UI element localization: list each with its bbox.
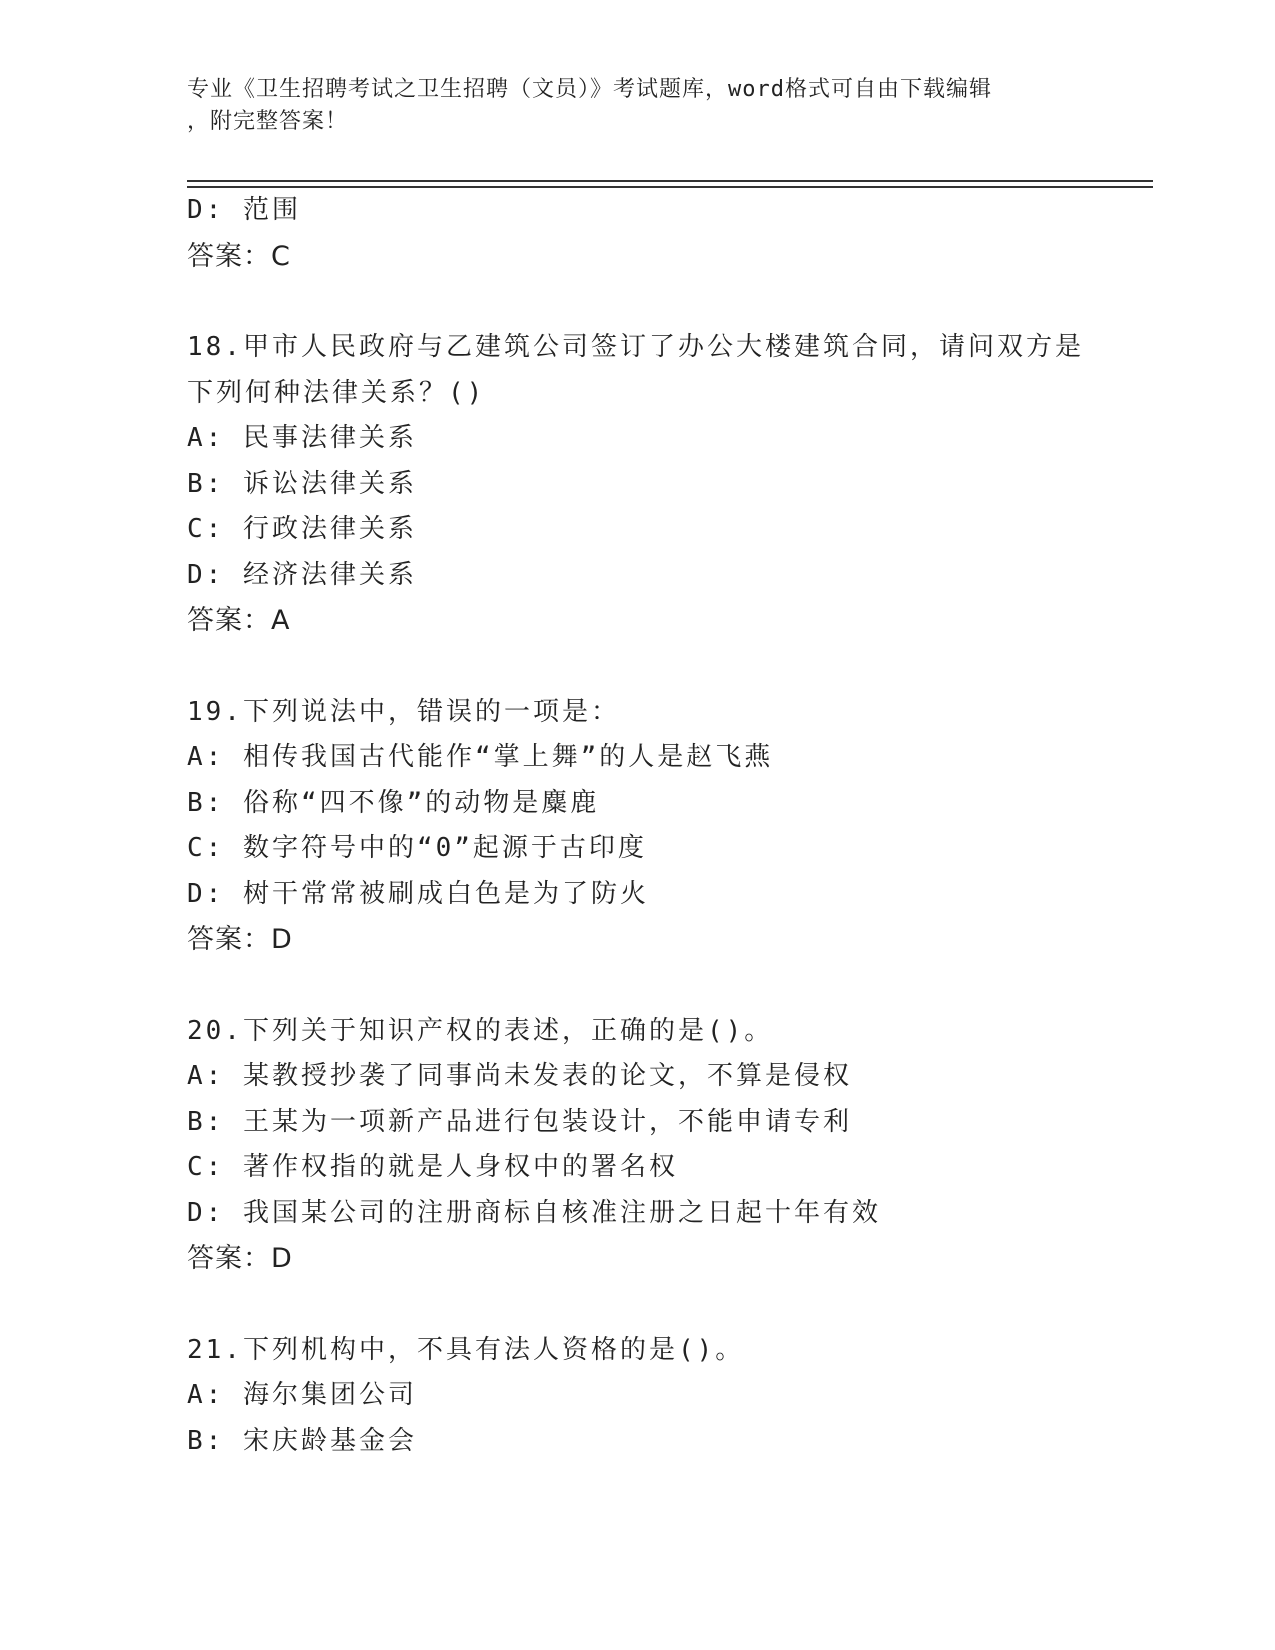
option-d: D: 树干常常被刷成白色是为了防火 [187, 878, 649, 909]
spacer [187, 644, 1153, 690]
question-stem: 18.甲市人民政府与乙建筑公司签订了办公大楼建筑合同，请问双方是 [187, 332, 1084, 362]
answer-line: 答案：D [187, 1243, 293, 1274]
option-a: A: 相传我国古代能作“掌上舞”的人是赵飞燕 [187, 742, 774, 772]
header-line-2: ，附完整答案！ [187, 109, 349, 134]
option-c: C: 数字符号中的“0”起源于古印度 [187, 833, 647, 863]
answer-line: 答案：D [187, 924, 293, 955]
option-a: A: 民事法律关系 [187, 423, 417, 453]
spacer [187, 963, 1153, 1009]
option-c: C: 著作权指的就是人身权中的署名权 [187, 1152, 678, 1182]
question-stem: 20.下列关于知识产权的表述，正确的是()。 [187, 1015, 774, 1046]
option-c: C: 行政法律关系 [187, 514, 417, 544]
question-stem: 19.下列说法中，错误的一项是： [187, 696, 620, 727]
header-divider-top [187, 180, 1153, 182]
question-list [187, 188, 1153, 1464]
option-d: D: 经济法律关系 [187, 559, 417, 590]
option-b: B: 诉讼法律关系 [187, 468, 417, 499]
option-d: D: 范围 [187, 195, 301, 225]
spacer [187, 1282, 1153, 1328]
option-b: B: 宋庆龄基金会 [187, 1425, 417, 1456]
question-stem-continued: 下列何种法律关系？() [187, 377, 486, 408]
document-header [187, 74, 1067, 138]
option-b: B: 俗称“四不像”的动物是麋鹿 [187, 787, 600, 818]
question-18 [187, 325, 1153, 644]
option-b: B: 王某为一项新产品进行包装设计，不能申请专利 [187, 1106, 852, 1137]
question-21 [187, 1328, 1153, 1465]
answer-line: 答案：A [187, 605, 291, 636]
answer-line: 答案：C [187, 240, 291, 272]
spacer [187, 279, 1153, 325]
option-a: A: 某教授抄袭了同事尚未发表的论文，不算是侵权 [187, 1061, 852, 1091]
question-19 [187, 690, 1153, 963]
question-stem: 21.下列机构中，不具有法人资格的是()。 [187, 1334, 745, 1365]
header-line-1: 专业《卫生招聘考试之卫生招聘（文员）》考试题库，word格式可自由下载编辑 [187, 77, 992, 102]
question-17-carryover [187, 188, 1153, 279]
question-20 [187, 1009, 1153, 1282]
option-d: D: 我国某公司的注册商标自核准注册之日起十年有效 [187, 1197, 881, 1228]
option-a: A: 海尔集团公司 [187, 1380, 417, 1410]
